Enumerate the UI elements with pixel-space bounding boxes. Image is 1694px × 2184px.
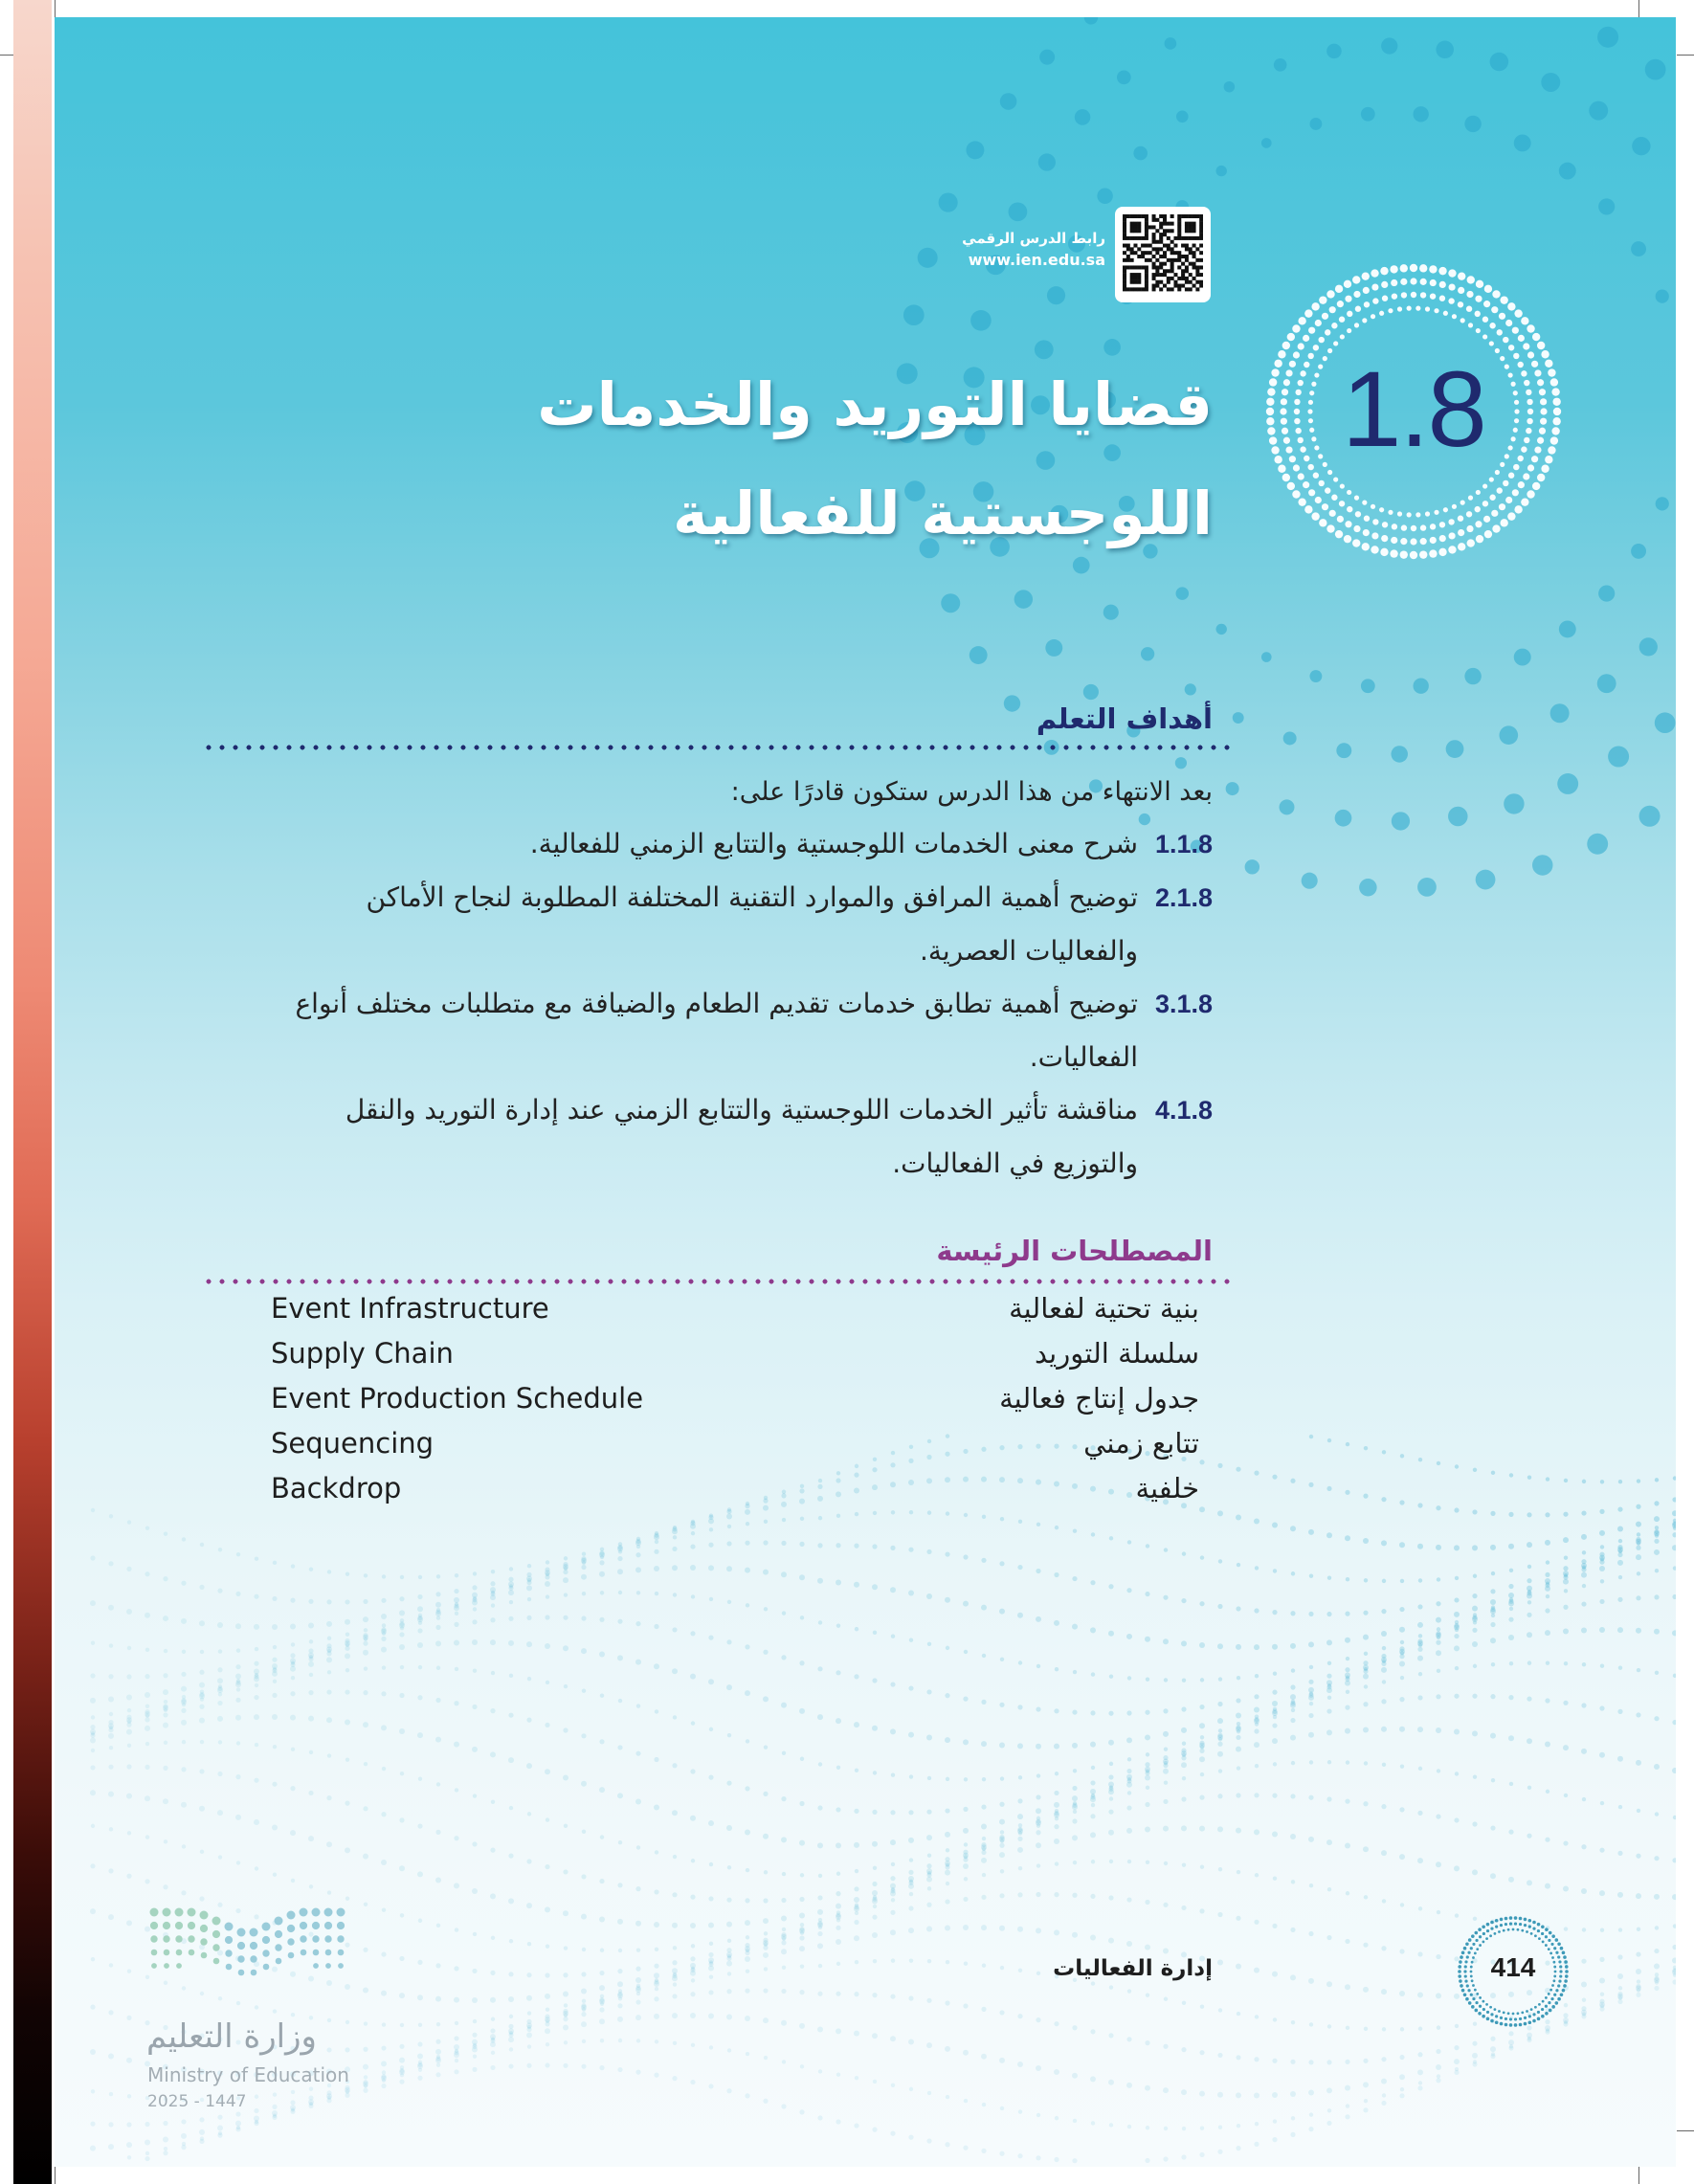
key-terms-heading: المصطلحات الرئيسة <box>936 1235 1213 1267</box>
key-term-english: Event Infrastructure <box>271 1292 549 1325</box>
ministry-year: 2025 - 1447 <box>147 2092 247 2111</box>
crop-mark <box>1677 2130 1694 2131</box>
objective-item <box>257 977 1213 1084</box>
objective-text: مناقشة تأثير الخدمات اللوجستية والتتابع الزمني عند إدارة التوريد والنقل والتوزيع في الفعاليات. <box>345 1094 1138 1179</box>
book-title: إدارة الفعاليات <box>1053 1956 1213 1981</box>
objective-number: 4.1.8 <box>1154 1096 1213 1125</box>
objective-number: 1.1.8 <box>1154 830 1213 858</box>
objective-text: توضيح أهمية المرافق والموارد التقنية المختلفة المطلوبة لنجاح الأماكن والفعاليات العصرية. <box>366 881 1138 967</box>
qr-code-icon <box>1123 214 1203 295</box>
page-number: 414 <box>1490 1952 1536 1982</box>
key-term-row <box>271 1382 1199 1426</box>
objective-number: 3.1.8 <box>1154 990 1213 1018</box>
key-term-row <box>271 1292 1199 1336</box>
objective-item <box>257 1083 1213 1191</box>
objective-number: 2.1.8 <box>1154 883 1213 912</box>
key-term-english: Backdrop <box>271 1472 402 1504</box>
objective-text: توضيح أهمية تطابق خدمات تقديم الطعام والضيافة مع متطلبات مختلف أنواع الفعاليات. <box>295 988 1138 1073</box>
objectives-divider <box>202 745 1236 750</box>
digital-lesson-url[interactable]: www.ien.edu.sa <box>968 251 1105 269</box>
key-term-row <box>271 1427 1199 1471</box>
objectives-intro: بعد الانتهاء من هذا الدرس ستكون قادرًا على: <box>730 777 1213 807</box>
lesson-title <box>342 350 1213 568</box>
objectives-heading: أهداف التعلم <box>1036 702 1213 735</box>
key-term-arabic: سلسلة التوريد <box>1034 1337 1199 1370</box>
crop-mark <box>1638 0 1639 17</box>
key-term-arabic: خلفية <box>1135 1472 1199 1504</box>
key-term-arabic: بنية تحتية لفعالية <box>1009 1292 1199 1325</box>
key-terms-divider <box>202 1279 1236 1284</box>
key-term-arabic: تتابع زمني <box>1083 1427 1199 1460</box>
crop-mark <box>55 0 56 17</box>
qr-code[interactable] <box>1115 207 1211 302</box>
objective-text: شرح معنى الخدمات اللوجستية والتتابع الزمني للفعالية. <box>529 828 1138 859</box>
digital-lesson-caption: رابط الدرس الرقمي <box>962 230 1105 247</box>
key-term-row <box>271 1337 1199 1381</box>
digital-lesson-link[interactable] <box>935 230 1105 269</box>
lesson-title-line1: قضايا التوريد والخدمات <box>537 369 1213 439</box>
crop-mark <box>1677 55 1694 56</box>
key-term-english: Sequencing <box>271 1427 435 1460</box>
left-photo-strip <box>13 0 52 2184</box>
key-term-english: Supply Chain <box>271 1337 454 1370</box>
lesson-number: 1.8 <box>1342 349 1485 469</box>
ministry-name-english: Ministry of Education <box>147 2063 349 2086</box>
key-term-english: Event Production Schedule <box>271 1382 644 1415</box>
key-term-row <box>271 1472 1199 1516</box>
objective-item <box>257 871 1213 978</box>
lesson-title-line2: اللوجستية للفعالية <box>673 479 1213 548</box>
crop-mark <box>55 2167 56 2184</box>
key-term-arabic: جدول إنتاج فعالية <box>999 1382 1199 1415</box>
crop-mark <box>1638 2167 1639 2184</box>
objective-item <box>257 817 1213 871</box>
lesson-cover-page <box>55 17 1676 2167</box>
ministry-name-arabic: وزارة التعليم <box>146 2017 317 2056</box>
